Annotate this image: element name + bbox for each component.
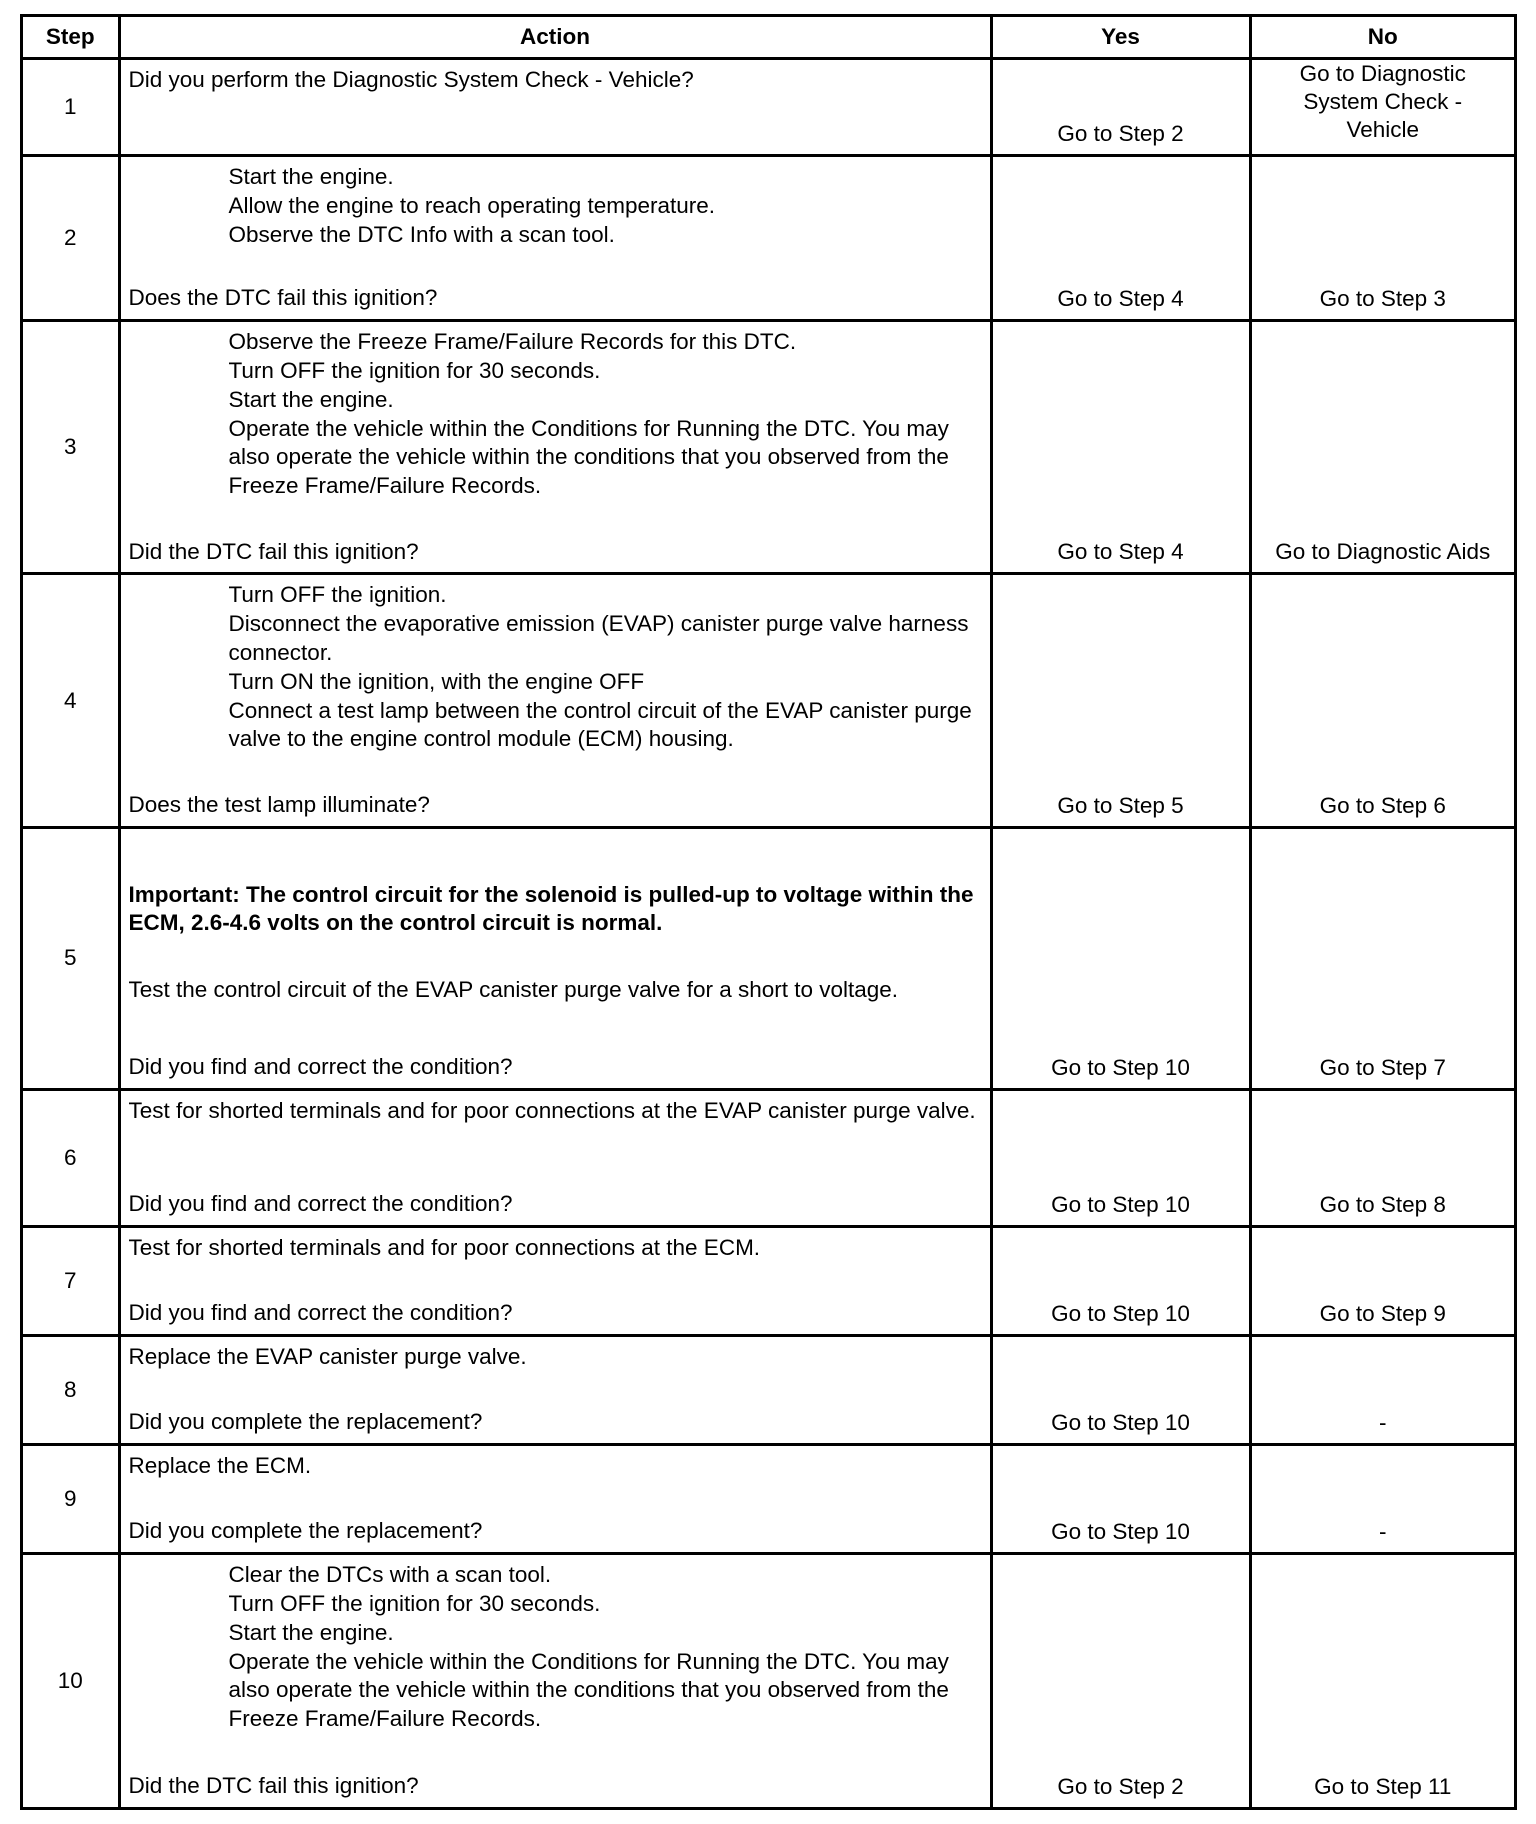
action-cell: [119, 574, 991, 827]
no-result: Go to Step 11: [1314, 1774, 1452, 1799]
action-cell: [119, 1336, 991, 1445]
table-row: [23, 321, 1514, 574]
no-cell: [1250, 321, 1514, 574]
header-row: [23, 17, 1514, 59]
step-number: 4: [23, 574, 119, 827]
action-substep: Operate the vehicle within the Conditions for Running the DTC. You may also operate the vehicle within the conditions that you observed from the Freeze Frame/Failure Records.: [228, 1648, 949, 1732]
table-row: [23, 156, 1514, 321]
action-question: Does the DTC fail this ignition?: [128, 285, 438, 311]
no-cell: [1250, 59, 1514, 156]
action-cell: [119, 1089, 991, 1226]
action-cell: [119, 1445, 991, 1554]
important-note: Important: The control circuit for the solenoid is pulled-up to voltage within the ECM, 2.6-4.6 volts on the control circuit is normal.: [128, 881, 974, 936]
yes-result: Go to Step 10: [1051, 1054, 1190, 1080]
action-question: Did you find and correct the condition?: [128, 1054, 513, 1080]
header-action: Action: [119, 17, 991, 59]
table-row: [23, 1226, 1514, 1335]
no-cell: [1250, 156, 1514, 321]
no-cell: [1250, 1554, 1514, 1807]
no-result: Go to Step 9: [1319, 1301, 1446, 1327]
action-substep: Start the engine.: [228, 1619, 394, 1645]
action-substep: Clear the DTCs with a scan tool.: [228, 1562, 552, 1588]
no-result: Go to Diagnostic System Check - Vehicle: [1299, 61, 1466, 142]
no-result: -: [1379, 1410, 1387, 1436]
action-substep: Turn OFF the ignition for 30 seconds.: [228, 1590, 601, 1616]
action-question: Did you complete the replacement?: [128, 1518, 483, 1544]
no-cell: [1250, 1226, 1514, 1335]
no-cell: [1250, 1089, 1514, 1226]
action-substep: Allow the engine to reach operating temperature.: [228, 192, 716, 218]
table-row: [23, 1336, 1514, 1445]
table-row: [23, 1089, 1514, 1226]
action-text: Did you perform the Diagnostic System Check - Vehicle?: [128, 67, 694, 92]
action-question: Did the DTC fail this ignition?: [128, 538, 419, 564]
diagnostic-steps-table: [23, 17, 1514, 1807]
yes-cell: [991, 1089, 1250, 1226]
action-question: Did you find and correct the condition?: [128, 1300, 513, 1326]
no-result: -: [1379, 1519, 1387, 1545]
action-question: Did the DTC fail this ignition?: [128, 1773, 419, 1799]
diagnostic-table-frame: [20, 14, 1517, 1810]
yes-cell: [991, 1336, 1250, 1445]
yes-cell: [991, 574, 1250, 827]
yes-cell: [991, 1554, 1250, 1807]
no-result: Go to Step 3: [1319, 286, 1446, 312]
table-row: [23, 1445, 1514, 1554]
yes-cell: [991, 59, 1250, 156]
step-number: 10: [23, 1554, 119, 1807]
action-substep: Turn ON the ignition, with the engine OFF: [228, 668, 645, 694]
action-text: Replace the EVAP canister purge valve.: [128, 1344, 527, 1370]
step-number: 7: [23, 1226, 119, 1335]
yes-result: Go to Step 10: [1051, 1410, 1190, 1436]
no-result: Go to Diagnostic Aids: [1275, 539, 1491, 565]
header-step: Step: [23, 17, 119, 59]
no-result: Go to Step 7: [1319, 1054, 1446, 1080]
action-substep: Start the engine.: [228, 386, 394, 412]
yes-cell: [991, 1445, 1250, 1554]
no-cell: [1250, 827, 1514, 1089]
yes-cell: [991, 321, 1250, 574]
no-result: Go to Step 6: [1319, 792, 1446, 818]
action-text: Test the control circuit of the EVAP canister purge valve for a short to voltage.: [128, 977, 899, 1003]
step-number: 2: [23, 156, 119, 321]
table-row: [23, 59, 1514, 156]
action-substep: Turn OFF the ignition.: [228, 582, 447, 608]
action-cell: [119, 827, 991, 1089]
action-substep: Turn OFF the ignition for 30 seconds.: [228, 358, 601, 384]
action-substep: Observe the DTC Info with a scan tool.: [228, 221, 615, 247]
action-text: Test for shorted terminals and for poor connections at the ECM.: [128, 1234, 761, 1260]
action-question: Did you find and correct the condition?: [128, 1191, 513, 1217]
yes-result: Go to Step 4: [1057, 286, 1184, 312]
step-number: 3: [23, 321, 119, 574]
step-number: 6: [23, 1089, 119, 1226]
yes-result: Go to Step 4: [1057, 539, 1184, 565]
action-substep: Start the engine.: [228, 164, 394, 190]
action-cell: [119, 1226, 991, 1335]
yes-cell: [991, 827, 1250, 1089]
action-substep: Disconnect the evaporative emission (EVAP) canister purge valve harness connector.: [228, 611, 969, 666]
action-cell: [119, 59, 991, 156]
step-number: 8: [23, 1336, 119, 1445]
no-result: Go to Step 8: [1319, 1191, 1446, 1217]
no-cell: [1250, 1336, 1514, 1445]
action-text: Test for shorted terminals and for poor connections at the EVAP canister purge valve.: [128, 1097, 976, 1123]
step-number: 5: [23, 827, 119, 1089]
no-cell: [1250, 574, 1514, 827]
header-yes: Yes: [991, 17, 1250, 59]
action-cell: [119, 321, 991, 574]
header-no: No: [1250, 17, 1514, 59]
action-text: Replace the ECM.: [128, 1453, 312, 1479]
yes-result: Go to Step 2: [1057, 1774, 1184, 1799]
step-number: 1: [23, 59, 119, 156]
table-row: [23, 574, 1514, 827]
yes-result: Go to Step 10: [1051, 1191, 1190, 1217]
table-row: [23, 1554, 1514, 1807]
action-cell: [119, 1554, 991, 1807]
step-number: 9: [23, 1445, 119, 1554]
action-substep: Observe the Freeze Frame/Failure Records for this DTC.: [228, 329, 797, 355]
action-substep: Connect a test lamp between the control circuit of the EVAP canister purge valve to the engine control module (ECM) housing.: [228, 697, 972, 752]
action-question: Did you complete the replacement?: [128, 1409, 483, 1435]
yes-cell: [991, 156, 1250, 321]
action-cell: [119, 156, 991, 321]
yes-result: Go to Step 10: [1051, 1519, 1190, 1545]
yes-result: Go to Step 5: [1057, 792, 1184, 818]
table-row: [23, 827, 1514, 1089]
action-substep: Operate the vehicle within the Conditions for Running the DTC. You may also operate the vehicle within the conditions that you observed from the Freeze Frame/Failure Records.: [228, 415, 949, 499]
yes-result: Go to Step 2: [1057, 121, 1184, 147]
no-cell: [1250, 1445, 1514, 1554]
action-question: Does the test lamp illuminate?: [128, 791, 430, 817]
yes-result: Go to Step 10: [1051, 1301, 1190, 1327]
yes-cell: [991, 1226, 1250, 1335]
